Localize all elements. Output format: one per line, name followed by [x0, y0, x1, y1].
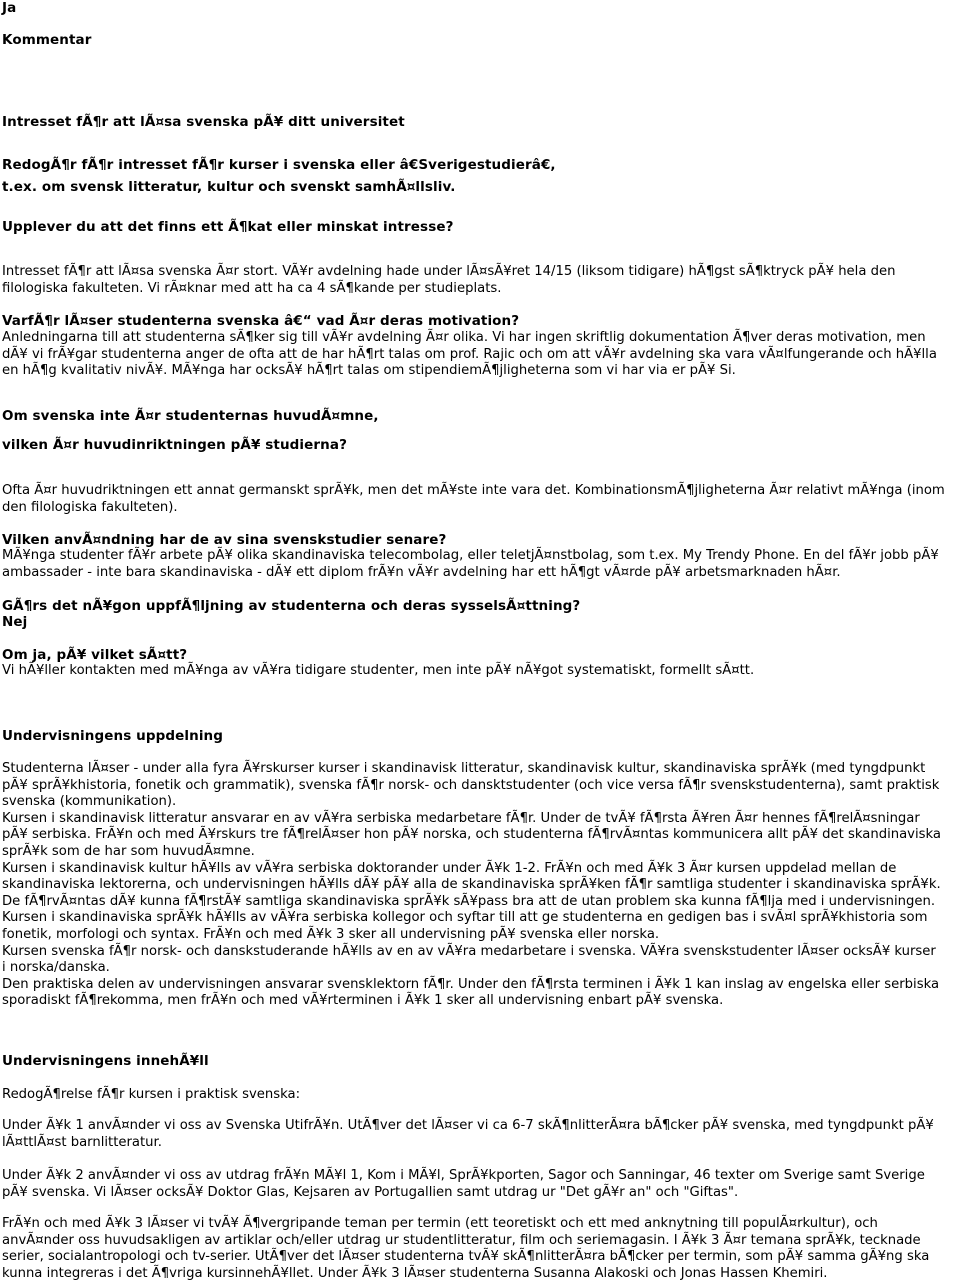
text-line: Kursen i skandinaviska sprÃ¥k hÃ¥lls av vÃ¥ra serbiska kollegor och syftar till att ge studenterna en gedigen bas i svÃ¤l sprÃ¥khistoria som [2, 910, 928, 926]
answer-line: MÃ¥nga studenter fÃ¥r arbete pÃ¥ olika skandinaviska telecombolag, eller teletjÃ¤nstbolag, som t.ex. My Trendy Phone. En del fÃ¥r jobb pÃ¥ [2, 548, 939, 563]
content-year3 [2, 1216, 956, 1282]
text-line: svenska (kommunikation). [2, 794, 177, 810]
text-line: Kursen svenska fÃ¶r norsk- och danskstuderande hÃ¥lls av en av vÃ¥ra medarbetare i svenska. VÃ¥ra svenskstudenter lÃ¤ser ocksÃ¥ kurser [2, 943, 936, 959]
text-line: sprÃ¥k som de har som huvudÃ¤mne. [2, 843, 255, 859]
text-line: kunna integreras i det Ã¶vriga kursinnehÃ¥llet. Under Ã¥k 3 lÃ¤ser studenterna Susanna Alakoski och Jonas Hassen Khemiri. [2, 1265, 828, 1281]
text-line: skandinaviska lektorerna, och undervisningen hÃ¥lls dÃ¥ pÃ¥ alla de skandinaviska sprÃ¥ken fÃ¶r samtliga studenter i skandinaviska sprÃ¥k. [2, 877, 941, 893]
text-line: pÃ¥ svenska. Vi lÃ¤ser ocksÃ¥ Doktor Glas, Kejsaren av Portugallien samt utdrag ur "Det gÃ¥r an" och "Giftas". [2, 1184, 739, 1200]
text-line: FrÃ¥n och med Ã¥k 3 lÃ¤ser vi tvÃ¥ Ã¶vergripande teman per termin (ett teoretiskt och ett med anknytning till populÃ¤rkultur), och [2, 1216, 878, 1231]
answer-line: ambassader - inte bara skandinaviska - dÃ¥ ett diplom frÃ¥n vÃ¥r avdelning har ett hÃ¶gt vÃ¤rde pÃ¥ arbetsmarknaden hÃ¤r. [2, 564, 841, 580]
question-interest-2: t.ex. om svensk litteratur, kultur och svenskt samhÃ¤llsliv. [2, 179, 456, 195]
answer-followup: Nej [2, 614, 28, 630]
content-intro: RedogÃ¶relse fÃ¶r kursen i praktisk svenska: [2, 1087, 301, 1102]
answer-line: filologiska fakulteten. Vi rÃ¤knar med att ha ca 4 sÃ¶kande per studieplats. [2, 280, 502, 296]
answer-line: den filologiska fakulteten). [2, 499, 178, 515]
answer-main-subject [2, 483, 956, 516]
text-line: fonetik, morfologi och syntax. FrÃ¥n och med Ã¥k 3 sker all undervisning pÃ¥ svenska eller norska. [2, 926, 660, 942]
text-line: Studenterna lÃ¤ser - under alla fyra Ã¥rskurser kurser i skandinavisk litteratur, skandinavisk kultur, skandinaviska sprÃ¥k (med tyngdpunkt [2, 761, 926, 776]
text-line: pÃ¥ serbiska. FrÃ¥n och med Ã¥rskurs tre fÃ¶relÃ¤ser hon pÃ¥ norska, och studenterna fÃ¶rvÃ¤ntas kommunicera allt pÃ¥ det skandinaviska [2, 827, 942, 843]
question-followup: GÃ¶rs det nÃ¥gon uppfÃ¶ljning av studenterna och deras sysselsÃ¤ttning? [2, 598, 581, 614]
text-line: sporadiskt fÃ¶rekomma, men frÃ¥n och med vÃ¥rterminen i Ã¥k 1 sker all undervisning enbart pÃ¥ svenska. [2, 993, 724, 1009]
question-interest-1: RedogÃ¶r fÃ¶r intresset fÃ¶r kurser i svenska eller â€Sverigestudierâ€, [2, 157, 556, 173]
answer-yes: Ja [2, 0, 17, 16]
text-line: lÃ¤ttlÃ¤st barnlitteratur. [2, 1134, 162, 1150]
section-title-interest: Intresset fÃ¶r att lÃ¤sa svenska pÃ¥ ditt universitet [2, 114, 405, 130]
question-interest-3: Upplever du att det finns ett Ã¶kat eller minskat intresse? [2, 219, 454, 235]
division-text [2, 761, 956, 1010]
content-year2 [2, 1168, 956, 1201]
text-line: i norska/danska. [2, 960, 110, 976]
answer-line: Ofta Ã¤r huvudriktningen ett annat germanskt sprÃ¥k, men det mÃ¥ste inte vara det. KombinationsmÃ¶jligheterna Ã¤r relativt mÃ¥nga (inom [2, 483, 945, 498]
answer-interest [2, 264, 956, 297]
answer-motivation [2, 330, 956, 380]
answer-line: Anledningarna till att studenterna sÃ¶ker sig till vÃ¥r avdelning Ã¤r olika. Vi har ingen skriftlig dokumentation Ã¶ver deras motivation, men [2, 330, 926, 345]
answer-usage [2, 548, 956, 581]
section-title-division: Undervisningens uppdelning [2, 728, 224, 744]
question-how: Om ja, pÃ¥ vilket sÃ¤tt? [2, 647, 188, 663]
answer-line: Intresset fÃ¶r att lÃ¤sa svenska Ã¤r stort. VÃ¥r avdelning hade under lÃ¤sÃ¥ret 14/15 (liksom tidigare) hÃ¶gst sÃ¶ktryck pÃ¥ hela den [2, 264, 896, 279]
text-line: Kursen i skandinavisk litteratur ansvarar en av vÃ¥ra serbiska medarbetare fÃ¶r. Under de tvÃ¥ fÃ¶rsta Ã¥ren Ã¤r hennes fÃ¶relÃ¤sningar [2, 810, 920, 826]
comment-label: Kommentar [2, 32, 92, 48]
answer-line: dÃ¥ vi frÃ¥gar studenterna anger de ofta att de har hÃ¶rt talas om prof. Rajic och om att vÃ¥r avdelning ska vara vÃ¤lfungerande och hÃ¥lla [2, 346, 937, 362]
text-line: anvÃ¤nder oss huvudsakligen av artiklar och/eller utdrag ur studentlitteratur, film och seriemagasin. I Ã¥k 3 Ã¤r temana sprÃ¥k, tecknade [2, 1232, 921, 1248]
question-motivation: VarfÃ¶r lÃ¤ser studenterna svenska â€“ vad Ã¤r deras motivation? [2, 313, 520, 329]
text-line: Kursen i skandinavisk kultur hÃ¥lls av vÃ¥ra serbiska doktorander under Ã¥k 1-2. FrÃ¥n och med Ã¥k 3 Ã¤r kursen uppdelad mellan de [2, 860, 897, 876]
text-line: serier, socialantropologi och tv-serier. UtÃ¶ver det lÃ¤ser studenterna tvÃ¥ skÃ¶nlitterÃ¤ra bÃ¶cker per termin, som pÃ¥ samma gÃ¥ng ska [2, 1249, 930, 1265]
text-line: Under Ã¥k 1 anvÃ¤nder vi oss av Svenska UtifrÃ¥n. UtÃ¶ver det lÃ¤ser vi ca 6-7 skÃ¶nlitterÃ¤ra bÃ¶cker pÃ¥ svenska, med tyngdpunkt pÃ¥ [2, 1118, 934, 1133]
text-line: Den praktiska delen av undervisningen ansvarar svensklektorn fÃ¶r. Under den fÃ¶rsta terminen i Ã¥k 1 kan inslag av engelska eller serbiska [2, 976, 940, 992]
question-main-subject-2: vilken Ã¤r huvudinriktningen pÃ¥ studierna? [2, 437, 348, 453]
question-main-subject-1: Om svenska inte Ã¤r studenternas huvudÃ¤mne, [2, 408, 379, 424]
question-usage: Vilken anvÃ¤ndning har de av sina svenskstudier senare? [2, 532, 447, 548]
section-title-content: Undervisningens innehÃ¥ll [2, 1053, 209, 1069]
content-year1 [2, 1118, 956, 1151]
answer-how: Vi hÃ¥ller kontakten med mÃ¥nga av vÃ¥ra tidigare studenter, men inte pÃ¥ nÃ¥got systematiskt, formellt sÃ¤tt. [2, 663, 755, 678]
answer-line: en hÃ¶g kvalitativ nivÃ¥. MÃ¥nga har ocksÃ¥ hÃ¶rt talas om stipendiemÃ¶jligheterna som vi har via er pÃ¥ Si. [2, 363, 736, 379]
text-line: Under Ã¥k 2 anvÃ¤nder vi oss av utdrag frÃ¥n MÃ¥l 1, Kom i MÃ¥l, SprÃ¥kporten, Sagor och Sanningar, 46 texter om Sverige samt Sverige [2, 1168, 925, 1183]
text-line: pÃ¥ sprÃ¥khistoria, fonetik och grammatik), svenska fÃ¶r norsk- och dansktstudenter (och vice versa fÃ¶r svenskstudenterna), samt praktisk [2, 777, 940, 793]
text-line: De fÃ¶rvÃ¤ntas dÃ¥ kunna fÃ¶rstÃ¥ samtliga skandinaviska sprÃ¥k sÃ¥pass bra att de utan problem ska kunna fÃ¶lja med i undervisningen. [2, 893, 936, 909]
